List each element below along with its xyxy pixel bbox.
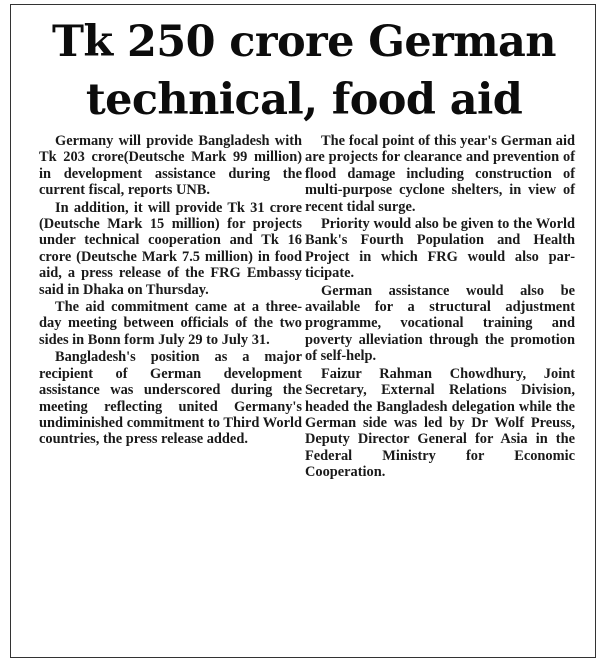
right-column <box>305 133 575 481</box>
paragraph-funding: Germany will provide Bangladesh with Tk 203 crore(Deutsche Mark 99 million) in development assistance during the current fiscal, reports UNB. <box>39 133 302 199</box>
headline-line-2: technical, food aid <box>85 75 523 125</box>
paragraph-bangladesh-position: Bangladesh's position as a major recipient of German development assistance was underscored during the meeting reflecting united Germany's undiminished commitment to Third World countries, the press release added. <box>39 349 302 448</box>
left-column <box>39 133 302 448</box>
headline <box>11 13 597 129</box>
paragraph-focal-point: The focal point of this year's German aid are projects for clearance and prevention of flood damage including construction of multi-purpose cyclone shelters, in view of recent tidal surge. <box>305 133 575 215</box>
paragraph-aid-commitment: The aid commitment came at a three-day meeting between officials of the two sides in Bonn form July 29 to July 31. <box>39 299 302 348</box>
paragraph-delegation: Faizur Rahman Chowdhury, Joint Secretary, External Relations Division, headed the Bangladesh delegation while the German side was led by Dr Wolf Preuss, Deputy Director General for Asia in the Federal Ministry for Economic Cooperation. <box>305 365 575 481</box>
paragraph-priority: Priority would also be given to the World Bank's Fourth Population and Health Project in which FRG would also participate. <box>305 216 575 282</box>
paragraph-technical-food-aid: In addition, it will provide Tk 31 crore (Deutsche Mark 15 million) for projects under technical cooperation and Tk 16 crore (Deutsche Mark 7.5 million) in food aid, a press release of the FRG Embassy said in Dhaka on Thursday. <box>39 199 302 298</box>
headline-line-1: Tk 250 crore German <box>52 17 556 67</box>
paragraph-german-assistance: German assistance would also be available for a structural adjustment programme, vocational training and poverty alleviation through the promotion of self-help. <box>305 282 575 365</box>
